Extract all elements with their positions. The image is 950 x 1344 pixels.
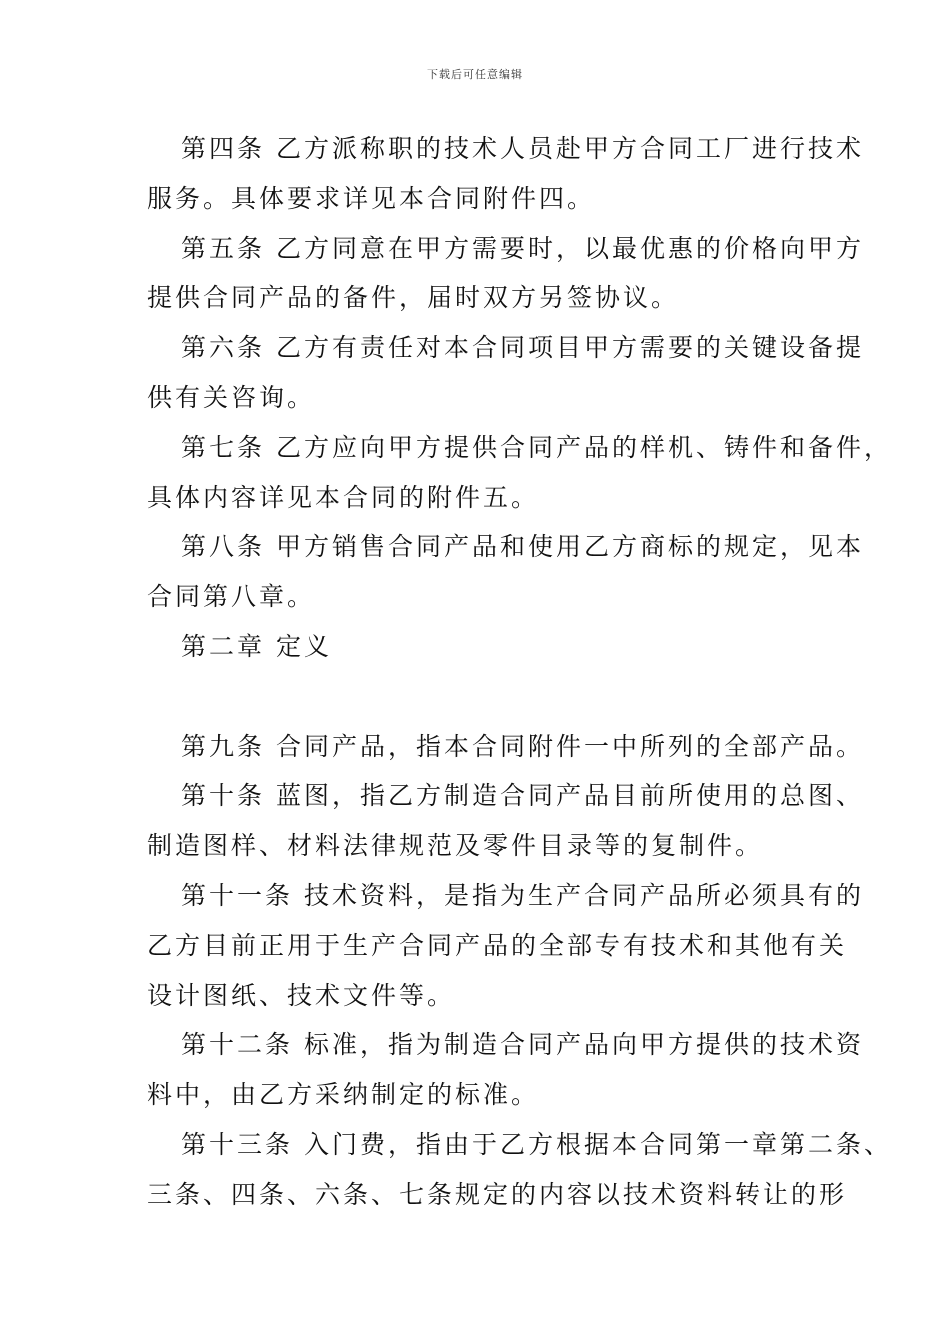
blank-spacer bbox=[147, 672, 807, 722]
article-12-line-1: 第十二条 标准，指为制造合同产品向甲方提供的技术资 bbox=[181, 1030, 864, 1060]
article-11-line-3: 设计图纸、技术文件等。 bbox=[147, 980, 456, 1010]
article-6-line-1: 第六条 乙方有责任对本合同项目甲方需要的关键设备提 bbox=[181, 333, 864, 363]
article-7-line-1: 第七条 乙方应向甲方提供合同产品的样机、铸件和备件， bbox=[181, 432, 892, 462]
article-5-line-1: 第五条 乙方同意在甲方需要时，以最优惠的价格向甲方 bbox=[181, 233, 864, 263]
header-note: 下载后可任意编辑 bbox=[427, 68, 523, 81]
article-6-line-2: 供有关咨询。 bbox=[147, 382, 316, 412]
document-body bbox=[147, 124, 892, 1220]
article-4-line-2: 服务。具体要求详见本合同附件四。 bbox=[147, 183, 596, 213]
article-13-line-1: 第十三条 入门费，指由于乙方根据本合同第一章第二条、 bbox=[181, 1129, 892, 1159]
article-11-line-2: 乙方目前正用于生产合同产品的全部专有技术和其他有关 bbox=[147, 930, 848, 960]
article-4-line-1: 第四条 乙方派称职的技术人员赴甲方合同工厂进行技术 bbox=[181, 134, 864, 163]
article-12-line-2: 料中，由乙方采纳制定的标准。 bbox=[147, 1080, 540, 1110]
article-10-line-1: 第十条 蓝图，指乙方制造合同产品目前所使用的总图、 bbox=[181, 781, 864, 811]
article-13-line-2: 三条、四条、六条、七条规定的内容以技术资料转让的形 bbox=[147, 1179, 848, 1209]
article-8-line-2: 合同第八章。 bbox=[147, 582, 316, 612]
article-5-line-2: 提供合同产品的备件，届时双方另签协议。 bbox=[147, 283, 680, 313]
chapter-2-heading: 第二章 定义 bbox=[181, 631, 332, 661]
article-8-line-1: 第八条 甲方销售合同产品和使用乙方商标的规定，见本 bbox=[181, 532, 864, 562]
article-9-line-1: 第九条 合同产品，指本合同附件一中所列的全部产品。 bbox=[181, 731, 864, 761]
article-11-line-1: 第十一条 技术资料，是指为生产合同产品所必须具有的 bbox=[181, 880, 864, 910]
article-7-line-2: 具体内容详见本合同的附件五。 bbox=[147, 482, 540, 512]
article-10-line-2: 制造图样、材料法律规范及零件目录等的复制件。 bbox=[147, 831, 764, 861]
